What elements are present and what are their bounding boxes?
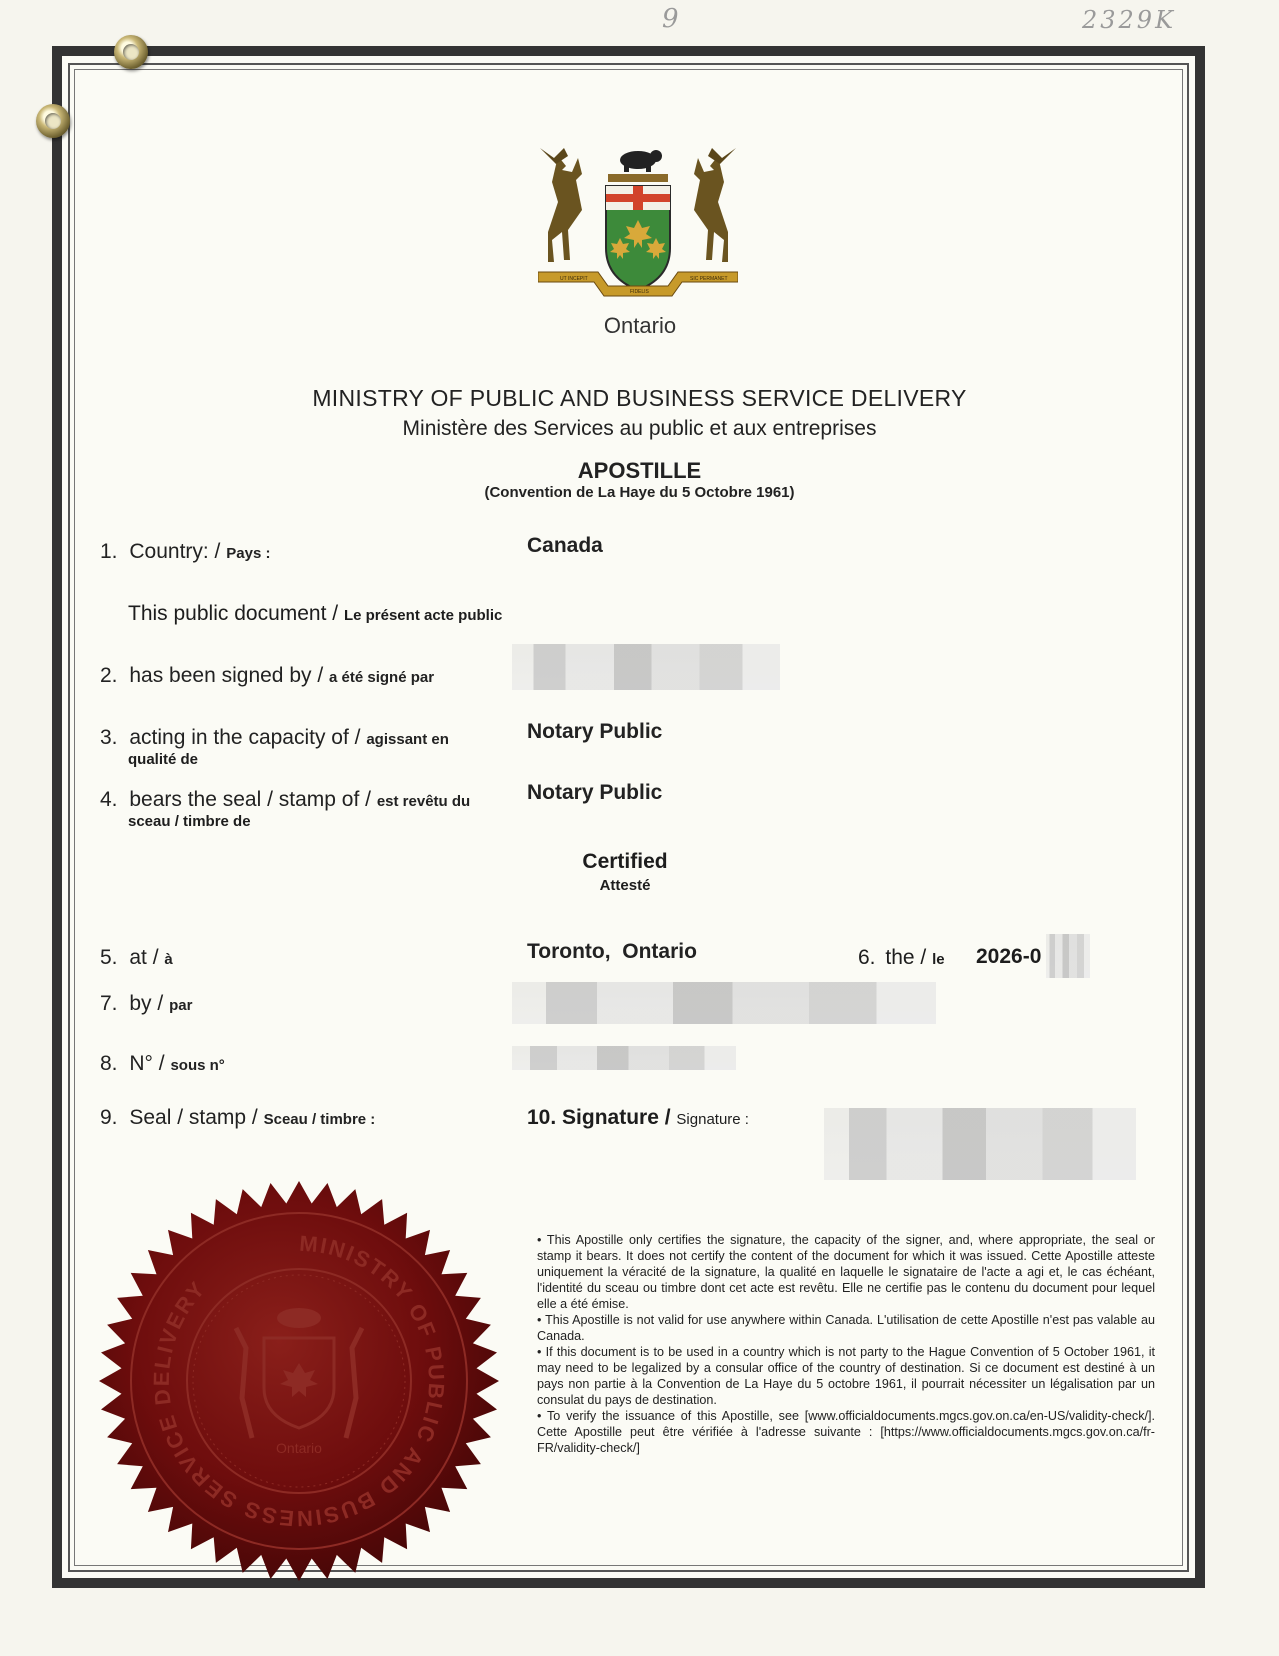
- redacted-signature: [824, 1108, 1136, 1180]
- field-number: 9.: [100, 1106, 118, 1129]
- label-en: This public document /: [128, 602, 339, 625]
- field-number: 1.: [100, 540, 118, 563]
- field-number: 4.: [100, 788, 118, 811]
- certified-fr: Attesté: [599, 877, 651, 894]
- embossed-seal-icon: [96, 1178, 502, 1584]
- field-capacity-value: Notary Public: [527, 720, 663, 743]
- note-paragraph: • This Apostille only certifies the signature, the capacity of the signer, and, where appropriate, the seal or stamp it bears. It does not certify the content of the document for which it was issued. Cette Apostille atteste uniquement la véracité de la signature, la qualité en laquelle le signataire de l'acte a agi et, le cas échéant, l'identité du sceau ou timbre dont cet acte est revêtu. Elle ne certifie pas le contenu du document pour lequel elle a été émise.: [537, 1233, 1155, 1311]
- certified-en: Certified: [582, 850, 668, 873]
- field-capacity-label-fr-2: qualité de: [128, 751, 199, 768]
- apostille-notes: [537, 1232, 1155, 1456]
- label-en: N° /: [129, 1052, 165, 1075]
- field-signed-by-label: [100, 664, 434, 688]
- ontario-coat-of-arms-icon: [538, 146, 738, 316]
- field-number: 2.: [100, 664, 118, 687]
- label-fr: sous n°: [170, 1057, 225, 1074]
- label-fr: agissant en: [366, 731, 449, 748]
- field-country-value: Canada: [527, 534, 603, 557]
- label-fr: Pays :: [226, 545, 271, 562]
- field-seal-of-label: [100, 788, 470, 812]
- field-seal-of-value: Notary Public: [527, 781, 663, 804]
- pencil-note-top-right: 2329K: [1082, 6, 1177, 34]
- field-country-label: [100, 540, 270, 564]
- note-paragraph: • If this document is to be used in a country which is not party to the Hague Convention of 5 October 1961, it may need to be legalized by a consular office of the country of destination. Si ce document est destiné à un pays non partie à la Convention de La Haye du 5 octobre 1961, il pourrait nécessiter un légalisation par un consulat du pays de destination.: [537, 1345, 1155, 1407]
- field-at-label: [100, 946, 173, 970]
- label-en: Country: /: [129, 540, 221, 563]
- field-number: 6.: [858, 946, 876, 969]
- field-at-value: Toronto, Ontario: [527, 940, 697, 963]
- crest-motto-left: UT INCEPIT: [560, 276, 588, 282]
- label-fr: Le présent acte public: [343, 607, 503, 624]
- redacted-issuer: [512, 982, 936, 1024]
- field-number: 5.: [100, 946, 118, 969]
- seal-ring-text: MINISTRY OF PUBLIC AND BUSINESS SERVICE DELIVERY: [148, 1230, 450, 1532]
- label-en: has been signed by /: [129, 664, 324, 687]
- crest-motto-right: SIC PERMANET: [690, 276, 728, 282]
- label-en: by /: [129, 992, 164, 1015]
- label-en: at /: [129, 946, 159, 969]
- field-date-value: 2026-0: [976, 945, 1042, 968]
- field-capacity-label: [100, 726, 449, 750]
- redacted-certificate-number: [512, 1046, 736, 1070]
- field-number: 8.: [100, 1052, 118, 1075]
- field-seal-label: [100, 1106, 375, 1130]
- field-number: 10.: [527, 1106, 557, 1129]
- seal-center-text: Ontario: [276, 1440, 322, 1456]
- label-en: the /: [885, 946, 927, 969]
- label-fr: le: [932, 951, 945, 968]
- label-fr: est revêtu du: [376, 793, 471, 810]
- binding-grommet: [114, 35, 148, 69]
- label-en: Signature /: [562, 1106, 671, 1129]
- field-by-label: [100, 992, 192, 1016]
- field-number: 3.: [100, 726, 118, 749]
- public-document-label: [128, 602, 502, 626]
- label-fr: par: [169, 997, 193, 1014]
- label-fr: a été signé par: [329, 669, 435, 686]
- document-title: APOSTILLE: [577, 458, 702, 483]
- label-fr: à: [164, 951, 173, 968]
- redacted-date: [1046, 934, 1090, 978]
- label-en: bears the seal / stamp of /: [129, 788, 371, 811]
- note-paragraph: • This Apostille is not valid for use anywhere within Canada. L'utilisation de cette Apostille n'est pas valable au Canada.: [537, 1313, 1155, 1343]
- crest-label: Ontario: [603, 313, 677, 338]
- field-seal-of-label-fr-2: sceau / timbre de: [128, 813, 251, 830]
- label-en: acting in the capacity of /: [129, 726, 361, 749]
- note-paragraph: • To verify the issuance of this Apostille, see [www.officialdocuments.mgcs.gov.on.ca/en-US/validity-check/]. Cette Apostille peut être vérifiée à l'adresse suivante : [https://www.officialdocuments.mgcs.gov.on.ca/fr-FR/validity-check/]: [537, 1409, 1155, 1455]
- field-date-label: [858, 946, 945, 970]
- convention-subtitle: (Convention de La Haye du 5 Octobre 1961): [484, 484, 795, 501]
- pencil-note-top: 9: [662, 4, 679, 34]
- field-number-label: [100, 1052, 225, 1076]
- binding-grommet: [36, 104, 70, 138]
- crest-motto-center: FIDELIS: [630, 289, 649, 295]
- label-fr: Signature :: [676, 1111, 749, 1128]
- field-signature-label: [527, 1106, 749, 1130]
- label-en: Seal / stamp /: [129, 1106, 258, 1129]
- field-number: 7.: [100, 992, 118, 1015]
- redacted-signer-name: [512, 644, 780, 690]
- ministry-name-en: MINISTRY OF PUBLIC AND BUSINESS SERVICE DELIVERY: [312, 385, 967, 411]
- ministry-name-fr: Ministère des Services au public et aux entreprises: [402, 417, 877, 440]
- label-fr: Sceau / timbre :: [263, 1111, 376, 1128]
